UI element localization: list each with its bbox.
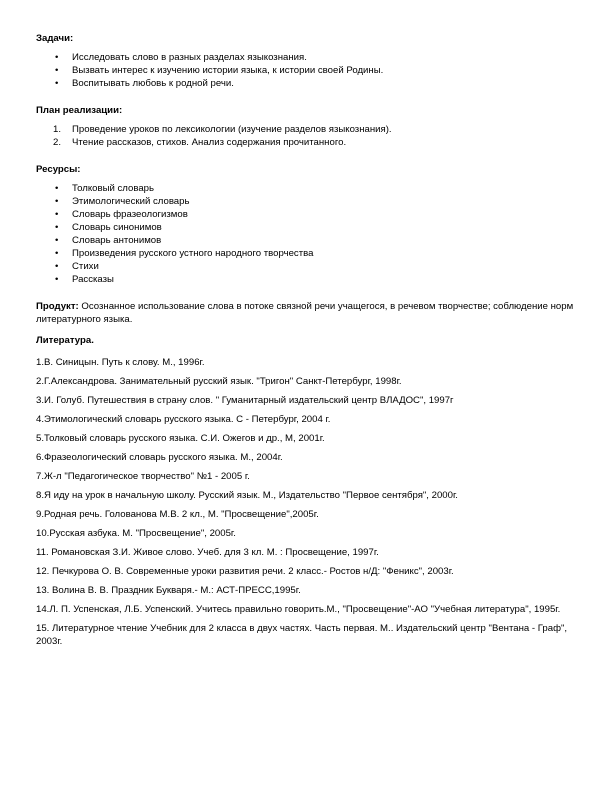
reference-item: 15. Литературное чтение Учебник для 2 класса в двух частях. Часть первая. М.. Издательский центр "Вентана - Граф", 2003г.	[36, 623, 568, 647]
reference-item: 9.Родная речь. Голованова М.В. 2 кл., М. "Просвещение",2005г.	[36, 509, 319, 520]
reference-item: 14.Л. П. Успенская, Л.Б. Успенский. Учитесь правильно говорить.М., "Просвещение"-АО "Учебная литература", 1995г.	[36, 604, 561, 615]
list-item: • Исследовать слово в разных разделах языкознания.	[36, 51, 576, 64]
plan-list	[36, 123, 576, 149]
resources-heading: Ресурсы:	[36, 164, 81, 175]
product-paragraph	[36, 300, 576, 326]
list-number: 2.	[53, 137, 62, 148]
list-item: • Словарь синонимов	[36, 221, 576, 234]
reference-item: 8.Я иду на урок в начальную школу. Русский язык. М., Издательство "Первое сентября", 2000г.	[36, 490, 458, 501]
list-text: Проведение уроков по лексикологии (изучение разделов языкознания).	[72, 124, 392, 135]
list-item: • Вызвать интерес к изучению истории языка, к истории своей Родины.	[36, 64, 576, 77]
resources-list	[36, 182, 576, 286]
reference-item: 13. Волина В. В. Праздник Букваря.- М.: АСТ-ПРЕСС,1995г.	[36, 585, 301, 596]
reference-item: 7.Ж-л "Педагогическое творчество" №1 - 2005 г.	[36, 471, 250, 482]
reference-item: 5.Толковый словарь русского языка. С.И. Ожегов и др., М, 2001г.	[36, 433, 325, 444]
list-item: • Этимологический словарь	[36, 195, 576, 208]
reference-item: 12. Печкурова О. В. Современные уроки развития речи. 2 класс.- Ростов н/Д: "Феникс", 2003г.	[36, 566, 454, 577]
reference-item: 1.В. Синицын. Путь к слову. М., 1996г.	[36, 357, 205, 368]
resources-section	[36, 163, 576, 286]
list-item: • Произведения русского устного народного творчества	[36, 247, 576, 260]
reference-item: 4.Этимологический словарь русского языка. С - Петербург, 2004 г.	[36, 414, 331, 425]
plan-heading: План реализации:	[36, 105, 123, 116]
literature-heading: Литература.	[36, 335, 94, 346]
literature-list	[36, 356, 576, 648]
list-item	[36, 136, 576, 149]
reference-item: 3.И. Голуб. Путешествия в страну слов. " Гуманитарный издательский центр ВЛАДОС", 1997г	[36, 395, 454, 406]
reference-item: 2.Г.Александрова. Занимательный русский язык. "Тригон" Санкт-Петербург, 1998г.	[36, 376, 402, 387]
product-text: Осознанное использование слова в потоке связной речи учащегося, в речевом творчестве; соблюдение норм литературного языка.	[36, 301, 574, 325]
list-item: • Воспитывать любовь к родной речи.	[36, 77, 576, 90]
list-item: • Словарь фразеологизмов	[36, 208, 576, 221]
tasks-list	[36, 51, 576, 90]
list-number: 1.	[53, 124, 62, 135]
list-item	[36, 123, 576, 136]
list-text: Чтение рассказов, стихов. Анализ содержания прочитанного.	[72, 137, 347, 148]
reference-item: 6.Фразеологический словарь русского языка. М., 2004г.	[36, 452, 283, 463]
reference-item: 11. Романовская З.И. Живое слово. Учеб. для 3 кл. М. : Просвещение, 1997г.	[36, 547, 379, 558]
list-item: • Толковый словарь	[36, 182, 576, 195]
product-label: Продукт:	[36, 301, 79, 312]
list-item: • Рассказы	[36, 273, 576, 286]
reference-item: 10.Русская азбука. М. "Просвещение", 2005г.	[36, 528, 236, 539]
list-item: • Стихи	[36, 260, 576, 273]
plan-section	[36, 104, 576, 149]
tasks-section	[36, 32, 576, 90]
list-item: • Словарь антонимов	[36, 234, 576, 247]
document-page	[36, 32, 576, 654]
tasks-heading: Задачи:	[36, 33, 74, 44]
